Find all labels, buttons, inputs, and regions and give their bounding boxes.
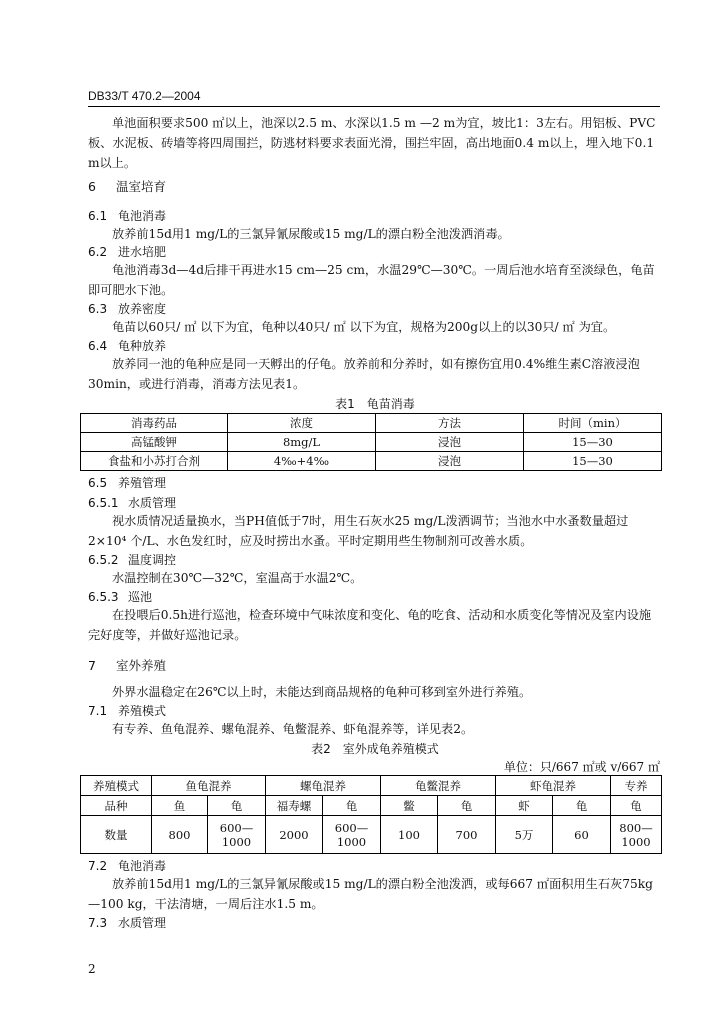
section-7-2-text: 放养前15d用1 mg/L的三氯异氰尿酸或15 mg/L的漂白粉全池泼洒，或每667 ㎡面积用生石灰75kg—100 kg，干法清塘，一周后注水1.5 m。 <box>88 877 653 911</box>
section-title: 龟池消毒 <box>118 859 167 873</box>
table-row-count <box>81 816 662 854</box>
table-cell: 浸泡 <box>376 433 524 452</box>
table-header-row <box>81 414 662 433</box>
table-cell: 15—30 <box>524 452 662 471</box>
section-number: 6.5.2 <box>88 553 119 567</box>
section-title: 进水培肥 <box>118 245 167 259</box>
table-cell: 品种 <box>81 796 152 816</box>
section-6-4-text: 放养同一池的龟种应是同一天孵出的仔龟。放养前和分养时，如有擦伤宜用0.4%维生素C溶液浸泡30min，或进行消毒，消毒方法见表1。 <box>88 357 640 391</box>
section-title: 温室培育 <box>116 179 167 194</box>
table-header-cell: 龟鳖混养 <box>381 776 496 796</box>
section-title: 温度调控 <box>128 553 177 567</box>
table-cell: 浸泡 <box>376 452 524 471</box>
section-number: 6.5.3 <box>88 590 119 604</box>
table-cell: 100 <box>381 816 438 854</box>
section-number: 6.3 <box>88 302 108 316</box>
section-7-3-heading <box>88 914 166 931</box>
document-id: DB33/T 470.2—2004 <box>88 89 201 103</box>
section-title: 水质管理 <box>128 496 177 510</box>
table-header-cell: 鱼龟混养 <box>152 776 266 796</box>
table-cell: 高锰酸钾 <box>81 433 228 452</box>
section-title: 水质管理 <box>118 916 167 930</box>
section-6-2-heading <box>88 243 166 260</box>
table-row-species <box>81 796 662 816</box>
section-number: 7.2 <box>88 859 108 873</box>
table-cell: 600—1000 <box>323 816 381 854</box>
section-7-text: 外界水温稳定在26℃以上时，未能达到商品规格的龟种可移到室外进行养殖。 <box>112 685 532 699</box>
table-cell: 食盐和小苏打合剂 <box>81 452 228 471</box>
section-number: 6.4 <box>88 339 108 353</box>
section-title: 龟种放养 <box>118 339 167 353</box>
table-cell: 2000 <box>266 816 323 854</box>
section-number: 6.5.1 <box>88 496 119 510</box>
table-header-cell: 虾龟混养 <box>496 776 611 796</box>
page-number: 2 <box>88 962 96 976</box>
table-cell: 虾 <box>496 796 553 816</box>
table-header-cell: 浓度 <box>228 414 376 433</box>
table-cell: 福寿螺 <box>266 796 323 816</box>
section-number: 6.5 <box>88 476 108 490</box>
table-cell: 700 <box>438 816 496 854</box>
table-row <box>81 452 662 471</box>
table-header-cell: 方法 <box>376 414 524 433</box>
table-header-cell: 消毒药品 <box>81 414 228 433</box>
section-title: 养殖模式 <box>118 704 167 718</box>
section-number: 6.1 <box>88 209 108 223</box>
section-6-3-text: 龟苗以60只/ ㎡ 以下为宜，龟种以40只/ ㎡ 以下为宜，规格为200g以上的以30只/ ㎡ 为宜。 <box>112 320 616 334</box>
section-6-5-3-text: 在投喂后0.5h进行巡池，检查环境中气味浓度和变化、龟的吃食、活动和水质变化等情况及室内设施完好度等，并做好巡池记录。 <box>88 608 652 642</box>
section-6-heading <box>88 177 166 195</box>
table-1-caption: 表1 龟苗消毒 <box>335 397 415 411</box>
section-title: 室外养殖 <box>116 658 167 673</box>
section-number: 7 <box>88 658 96 673</box>
table-cell: 龟 <box>553 796 611 816</box>
section-number: 7.1 <box>88 704 108 718</box>
table-cell: 5万 <box>496 816 553 854</box>
section-7-1-heading <box>88 702 166 719</box>
section-title: 养殖管理 <box>118 476 167 490</box>
section-6-5-3-heading <box>88 588 152 605</box>
section-number: 6 <box>88 179 96 194</box>
table-cell: 数量 <box>81 816 152 854</box>
table-cell: 龟 <box>438 796 496 816</box>
section-6-1-heading <box>88 207 166 224</box>
table-cell: 600—1000 <box>208 816 266 854</box>
section-6-5-2-text: 水温控制在30℃—32℃，室温高于水温2℃。 <box>112 571 363 585</box>
section-number: 7.3 <box>88 916 108 930</box>
table-cell: 龟 <box>323 796 381 816</box>
section-6-4-heading <box>88 337 166 354</box>
table-cell: 龟 <box>208 796 266 816</box>
section-title: 龟池消毒 <box>118 209 167 223</box>
section-7-2-heading <box>88 857 166 874</box>
section-6-2-text: 龟池消毒3d—4d后排干再进水15 cm—25 cm，水温29℃—30℃。一周后池水培育至淡绿色，龟苗即可肥水下池。 <box>88 263 655 297</box>
table-header-cell: 专养 <box>611 776 662 796</box>
table-2-unit: 单位：只/667 ㎡或 v/667 ㎡ <box>503 760 660 774</box>
table-cell: 800—1000 <box>611 816 662 854</box>
section-6-5-1-text: 视水质情况适量换水，当PH值低于7时，用生石灰水25 mg/L泼洒调节；当池水中水蚤数量超过2×10⁴ 个/L、水色发红时，应及时捞出水蚤。平时定期用些生物制剂可改善水质。 <box>88 514 629 548</box>
section-7-heading <box>88 656 166 674</box>
table-2-caption: 表2 室外成龟养殖模式 <box>311 742 439 756</box>
table-row <box>81 433 662 452</box>
table-header-cell: 螺龟混养 <box>266 776 381 796</box>
table-1 <box>80 413 662 471</box>
section-title: 巡池 <box>128 590 153 604</box>
section-6-5-2-heading <box>88 551 176 568</box>
table-cell: 鱼 <box>152 796 208 816</box>
header-rule <box>88 106 660 107</box>
table-cell: 8mg/L <box>228 433 376 452</box>
table-cell: 60 <box>553 816 611 854</box>
table-row-mode <box>81 776 662 796</box>
table-cell: 鳖 <box>381 796 438 816</box>
table-header-cell: 时间（min） <box>524 414 662 433</box>
section-7-1-text: 有专养、鱼龟混养、螺龟混养、龟鳖混养、虾龟混养等，详见表2。 <box>112 722 474 736</box>
section-6-5-1-heading <box>88 494 176 511</box>
section-title: 放养密度 <box>118 302 167 316</box>
section-number: 6.2 <box>88 245 108 259</box>
table-cell: 15—30 <box>524 433 662 452</box>
table-cell: 4‰+4‰ <box>228 452 376 471</box>
section-6-3-heading <box>88 300 166 317</box>
table-2 <box>80 775 662 854</box>
intro-paragraph: 单池面积要求500 ㎡以上，池深以2.5 m、水深以1.5 m —2 m为宜，坡比1：3左右。用铝板、PVC板、水泥板、砖墙等将四周围拦，防逃材料要求表面光滑，围拦牢固，高出地面0.4 m以上，埋入地下0.1 m以上。 <box>88 116 656 170</box>
table-cell: 龟 <box>611 796 662 816</box>
section-6-5-heading <box>88 474 166 491</box>
table-cell: 800 <box>152 816 208 854</box>
table-header-cell: 养殖模式 <box>81 776 152 796</box>
section-6-1-text: 放养前15d用1 mg/L的三氯异氰尿酸或15 mg/L的漂白粉全池泼洒消毒。 <box>112 227 510 241</box>
